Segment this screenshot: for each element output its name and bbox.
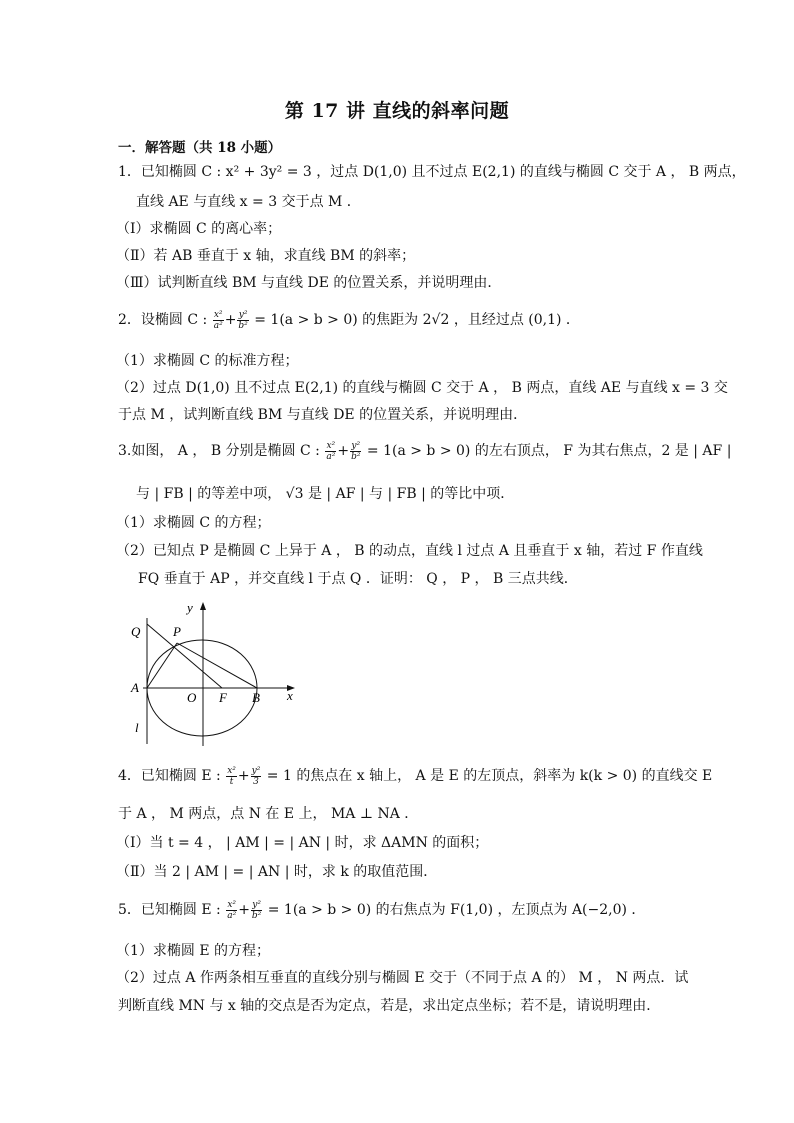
- fraction-y: [237, 310, 248, 331]
- problem-3-prefix: 3.如图， A ， B 分别是椭圆 C :: [118, 443, 320, 459]
- fraction-y: [251, 900, 262, 921]
- label-o: O: [187, 690, 197, 705]
- problem-3-question-2b: FQ 垂直于 AP ，并交直线 l 于点 Q ．证明： Q ， P ， B 三点共线．: [138, 571, 578, 587]
- problem-2-question-2a: （2）过点 D(1,0) 且不过点 E(2,1) 的直线与椭圆 C 交于 A ， B 两点，直线 AE 与直线 x = 3 交: [116, 380, 728, 396]
- problem-4-line-2: 于 A ， M 两点，点 N 在 E 上， MA ⊥ NA ．: [118, 806, 419, 822]
- problem-1-question-1: （Ⅰ）求椭圆 C 的离心率；: [116, 221, 282, 237]
- problem-3-question-1: （1）求椭圆 C 的方程；: [116, 515, 271, 531]
- problem-5-question-2b: 判断直线 MN 与 x 轴的交点是否为定点，若是，求出定点坐标；若不是，请说明理由．: [118, 998, 661, 1014]
- problem-2-prefix: 2．设椭圆 C :: [118, 312, 208, 328]
- problem-4-line-1: 4．已知椭圆 E : $\frac{\text{x²}}{t}$ + $\frac{\text{y²}}{3}$ = 1 的焦点在 x 轴上， A 是 E 的左顶点，斜率为 k(k > 0) 的直线交 E: [118, 765, 713, 787]
- fraction-denominator: b²: [251, 910, 262, 921]
- ellipse-figure: [115, 596, 305, 748]
- problem-3-line-1: 3.如图， A ， B 分别是椭圆 C : $\frac{\text{x²}}{\text{a²}}$ + $\frac{\text{y²}}{\text{b²}}$ = 1(a > b > 0) 的左右顶点， F 为其右焦点，2 是 | AF |: [118, 440, 732, 462]
- problem-3-line-2: 与 | FB | 的等差中项， √3 是 | AF | 与 | FB | 的等比中项．: [136, 486, 515, 502]
- fraction-denominator: b²: [238, 320, 248, 331]
- y-axis-arrow: [200, 602, 206, 610]
- problem-5-suffix: = 1(a > b > 0) 的右焦点为 F(1,0) ，左顶点为 A(−2,0) ．: [263, 902, 646, 918]
- problem-5-prefix: 5．已知椭圆 E :: [118, 902, 221, 918]
- fraction-denominator: b²: [351, 451, 361, 462]
- fraction-numerator: y²: [238, 309, 248, 320]
- problem-3-suffix: = 1(a > b > 0) 的左右顶点， F 为其右焦点，2 是 | AF |: [362, 443, 732, 459]
- label-q: Q: [131, 624, 141, 639]
- problem-4-question-2: （Ⅱ）当 2 | AM | = | AN | 时，求 k 的取值范围．: [116, 864, 438, 880]
- fraction-x: [325, 441, 336, 462]
- problem-1-line-2: 直线 AE 与直线 x = 3 交于点 M ．: [136, 194, 361, 210]
- problem-3-question-2a: （2）已知点 P 是椭圆 C 上异于 A ， B 的动点，直线 l 过点 A 且垂直于 x 轴，若过 F 作直线: [116, 543, 703, 559]
- fraction-x: [226, 900, 237, 921]
- fraction-denominator: a²: [326, 451, 336, 462]
- segment-qf: [147, 624, 222, 688]
- fraction-numerator: y²: [252, 899, 261, 910]
- segment-ap: [147, 643, 177, 688]
- fraction-numerator: y²: [351, 440, 361, 451]
- label-x: x: [287, 688, 293, 703]
- label-a: A: [131, 680, 139, 695]
- problem-2-line-1: 2．设椭圆 C : $\frac{\text{x²}}{\text{a²}}$ + $\frac{\text{y²}}{\text{b²}}$ = 1(a > b > 0) 的焦距为 2√2 ，且经过点 (0,1) ．: [118, 309, 580, 331]
- fraction-x: [226, 766, 237, 787]
- problem-4-suffix: = 1 的焦点在 x 轴上， A 是 E 的左顶点，斜率为 k(k > 0) 的直线交 E: [262, 768, 713, 784]
- fraction-denominator: a²: [227, 910, 237, 921]
- label-y: y: [187, 600, 193, 615]
- label-l: l: [135, 720, 139, 735]
- problem-5-question-2a: （2）过点 A 作两条相互垂直的直线分别与椭圆 E 交于（不同于点 A 的） M ， N 两点．试: [116, 970, 689, 986]
- fraction-y: [350, 441, 361, 462]
- problem-4-prefix: 4．已知椭圆 E :: [118, 768, 221, 784]
- fraction-x: [213, 310, 224, 331]
- fraction-denominator: t: [229, 776, 234, 787]
- problem-2-question-1: （1）求椭圆 C 的标准方程；: [116, 353, 299, 369]
- fraction-numerator: x²: [213, 309, 223, 320]
- fraction-numerator: x²: [227, 765, 236, 776]
- problem-1-line-1: 1．已知椭圆 C : x² + 3y² = 3 ，过点 D(1,0) 且不过点 E(2,1) 的直线与椭圆 C 交于 A ， B 两点，: [118, 164, 746, 180]
- fraction-numerator: x²: [326, 440, 336, 451]
- problem-1-question-3: （Ⅲ）试判断直线 BM 与直线 DE 的位置关系，并说明理由．: [116, 275, 502, 291]
- problem-1-question-2: （Ⅱ）若 AB 垂直于 x 轴，求直线 BM 的斜率；: [116, 248, 416, 264]
- page-title: 第 17 讲 直线的斜率问题: [284, 100, 510, 122]
- problem-4-question-1: （Ⅰ）当 t = 4 ， | AM | = | AN | 时，求 ΔAMN 的面积；: [116, 835, 489, 851]
- fraction-denominator: a²: [213, 320, 223, 331]
- fraction-y: [251, 766, 262, 787]
- problem-5-question-1: （1）求椭圆 E 的方程；: [116, 943, 271, 959]
- problem-2-suffix: = 1(a > b > 0) 的焦距为 2√2 ，且经过点 (0,1) ．: [249, 312, 580, 328]
- label-f: F: [219, 690, 227, 705]
- label-b: B: [252, 690, 260, 705]
- fraction-denominator: 3: [253, 776, 259, 787]
- segment-pb: [177, 643, 257, 688]
- label-p: P: [173, 624, 181, 639]
- problem-2-question-2b: 于点 M ，试判断直线 BM 与直线 DE 的位置关系，并说明理由．: [118, 407, 528, 423]
- problem-5-line-1: 5．已知椭圆 E : $\frac{\text{x²}}{\text{a²}}$ + $\frac{\text{y²}}{\text{b²}}$ = 1(a > b > 0) 的右焦点为 F(1,0) ，左顶点为 A(−2,0) ．: [118, 899, 646, 921]
- fraction-numerator: y²: [251, 765, 261, 776]
- fraction-numerator: x²: [227, 899, 237, 910]
- section-heading: 一．解答题（共 18 小题）: [118, 140, 282, 156]
